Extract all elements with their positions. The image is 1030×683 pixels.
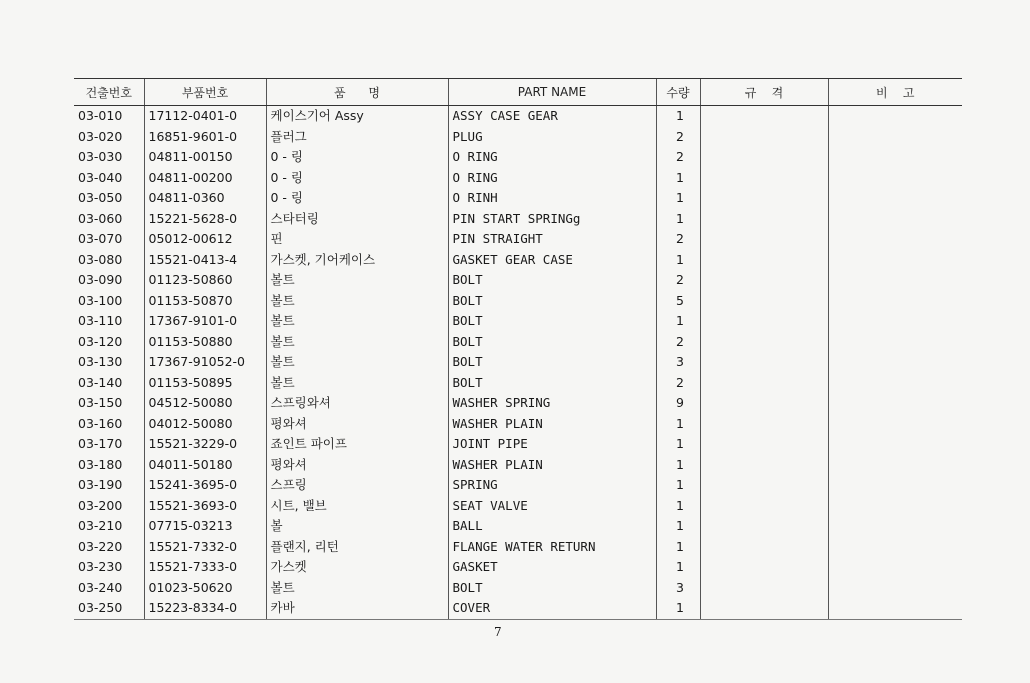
col-header-part-no: 부품번호 (144, 79, 266, 106)
col-header-remarks: 비 고 (828, 79, 962, 106)
remarks-cell (828, 373, 962, 394)
part-no-cell: 07715-03213 (144, 516, 266, 537)
remarks-cell (828, 188, 962, 209)
part-no-cell: 01153-50880 (144, 332, 266, 353)
qty-cell: 1 (656, 414, 700, 435)
part-name-cell: PIN STRAIGHT (448, 229, 656, 250)
sequence-no-cell: 03-100 (78, 292, 123, 308)
name-ko-cell: 플랜지, 리턴 (266, 537, 448, 558)
col-header-sequence-no: 건출번호 (74, 79, 144, 106)
spec-cell (700, 209, 828, 230)
spec-cell (700, 147, 828, 168)
qty-cell: 1 (656, 434, 700, 455)
part-name-cell: BOLT (448, 291, 656, 312)
part-no-cell: 16851-9601-0 (144, 127, 266, 148)
remarks-cell (828, 250, 962, 271)
remarks-cell (828, 475, 962, 496)
table-row (74, 147, 962, 168)
spec-cell (700, 127, 828, 148)
part-name-cell: SEAT VALVE (448, 496, 656, 517)
qty-cell: 3 (656, 578, 700, 599)
part-name-cell: GASKET GEAR CASE (448, 250, 656, 271)
part-no-cell: 15521-0413-4 (144, 250, 266, 271)
part-no-cell: 01153-50895 (144, 373, 266, 394)
part-name-cell: GASKET (448, 557, 656, 578)
table-row (74, 393, 962, 414)
part-no-cell: 04011-50180 (144, 455, 266, 476)
spec-cell (700, 414, 828, 435)
qty-cell: 1 (656, 557, 700, 578)
sequence-no-cell: 03-020 (78, 128, 123, 144)
qty-cell: 1 (656, 311, 700, 332)
part-no-cell: 17367-91052-0 (144, 352, 266, 373)
part-name-cell: FLANGE WATER RETURN (448, 537, 656, 558)
remarks-cell (828, 434, 962, 455)
sequence-no-cell: 03-160 (78, 415, 123, 431)
table-row (74, 311, 962, 332)
qty-cell: 2 (656, 127, 700, 148)
part-name-cell: BOLT (448, 332, 656, 353)
part-no-cell: 15221-5628-0 (144, 209, 266, 230)
part-no-cell: 04811-00200 (144, 168, 266, 189)
page-number: 7 (494, 625, 502, 639)
table-row (74, 106, 962, 127)
part-no-cell: 05012-00612 (144, 229, 266, 250)
sequence-no-cell: 03-180 (78, 456, 123, 472)
name-ko-cell: 볼 (266, 516, 448, 537)
name-ko-cell: 스프링 (266, 475, 448, 496)
qty-cell: 1 (656, 475, 700, 496)
name-ko-cell: 볼트 (266, 578, 448, 599)
remarks-cell (828, 496, 962, 517)
table-row (74, 270, 962, 291)
part-no-cell: 17112-0401-0 (144, 106, 266, 127)
table-row (74, 496, 962, 517)
table-row (74, 352, 962, 373)
sequence-no-cell: 03-150 (78, 395, 123, 411)
sequence-no-cell: 03-080 (78, 251, 123, 267)
spec-cell (700, 311, 828, 332)
table-row (74, 455, 962, 476)
table-row (74, 434, 962, 455)
sequence-no-cell: 03-210 (78, 518, 123, 534)
table-row (74, 537, 962, 558)
remarks-cell (828, 270, 962, 291)
table-row (74, 291, 962, 312)
part-no-cell: 04012-50080 (144, 414, 266, 435)
name-ko-cell: 스타터링 (266, 209, 448, 230)
sequence-no-cell: 03-140 (78, 374, 123, 390)
remarks-cell (828, 311, 962, 332)
name-ko-cell: 볼트 (266, 352, 448, 373)
remarks-cell (828, 168, 962, 189)
table-row (74, 168, 962, 189)
remarks-cell (828, 209, 962, 230)
name-ko-cell: 죠인트 파이프 (266, 434, 448, 455)
name-ko-cell: 볼트 (266, 332, 448, 353)
qty-cell: 2 (656, 332, 700, 353)
sequence-no-cell: 03-190 (78, 477, 123, 493)
remarks-cell (828, 352, 962, 373)
qty-cell: 3 (656, 352, 700, 373)
parts-table (74, 78, 962, 620)
remarks-cell (828, 414, 962, 435)
name-ko-cell: 볼트 (266, 311, 448, 332)
col-header-name-ko: 품 명 (266, 79, 448, 106)
name-ko-cell: 카바 (266, 598, 448, 619)
remarks-cell (828, 106, 962, 127)
spec-cell (700, 188, 828, 209)
spec-cell (700, 578, 828, 599)
spec-cell (700, 557, 828, 578)
part-name-cell: COVER (448, 598, 656, 619)
col-header-part-name: PART NAME (448, 79, 656, 106)
remarks-cell (828, 332, 962, 353)
name-ko-cell: 가스켓 (266, 557, 448, 578)
table-row (74, 127, 962, 148)
table-row (74, 578, 962, 599)
part-name-cell: WASHER SPRING (448, 393, 656, 414)
spec-cell (700, 168, 828, 189)
spec-cell (700, 516, 828, 537)
part-name-cell: PIN START SPRINGg (448, 209, 656, 230)
part-no-cell: 15223-8334-0 (144, 598, 266, 619)
sequence-no-cell: 03-200 (78, 497, 123, 513)
part-no-cell: 04811-0360 (144, 188, 266, 209)
spec-cell (700, 106, 828, 127)
table-row (74, 373, 962, 394)
sequence-no-cell: 03-230 (78, 559, 123, 575)
name-ko-cell: 0 - 링 (266, 168, 448, 189)
table-row (74, 475, 962, 496)
spec-cell (700, 352, 828, 373)
part-no-cell: 01123-50860 (144, 270, 266, 291)
sequence-no-cell: 03-130 (78, 354, 123, 370)
qty-cell: 9 (656, 393, 700, 414)
part-no-cell: 01023-50620 (144, 578, 266, 599)
part-name-cell: WASHER PLAIN (448, 455, 656, 476)
name-ko-cell: 시트, 밸브 (266, 496, 448, 517)
name-ko-cell: 볼트 (266, 291, 448, 312)
spec-cell (700, 229, 828, 250)
col-header-qty: 수량 (656, 79, 700, 106)
name-ko-cell: 볼트 (266, 373, 448, 394)
part-name-cell: BOLT (448, 270, 656, 291)
sequence-no-cell: 03-070 (78, 231, 123, 247)
name-ko-cell: 핀 (266, 229, 448, 250)
qty-cell: 2 (656, 229, 700, 250)
name-ko-cell: 스프링와셔 (266, 393, 448, 414)
remarks-cell (828, 557, 962, 578)
qty-cell: 1 (656, 106, 700, 127)
table-row (74, 188, 962, 209)
spec-cell (700, 537, 828, 558)
spec-cell (700, 291, 828, 312)
part-name-cell: BOLT (448, 311, 656, 332)
sequence-no-cell: 03-120 (78, 333, 123, 349)
table-row (74, 250, 962, 271)
part-name-cell: BOLT (448, 373, 656, 394)
part-name-cell: O RING (448, 168, 656, 189)
part-name-cell: ASSY CASE GEAR (448, 106, 656, 127)
sequence-no-cell: 03-010 (78, 108, 123, 124)
qty-cell: 1 (656, 188, 700, 209)
part-no-cell: 15241-3695-0 (144, 475, 266, 496)
qty-cell: 1 (656, 598, 700, 619)
part-name-cell: JOINT PIPE (448, 434, 656, 455)
table-row (74, 229, 962, 250)
part-name-cell: BOLT (448, 352, 656, 373)
remarks-cell (828, 537, 962, 558)
part-no-cell: 17367-9101-0 (144, 311, 266, 332)
qty-cell: 1 (656, 496, 700, 517)
header-row (74, 79, 962, 106)
table-row (74, 414, 962, 435)
sequence-no-cell: 03-040 (78, 169, 123, 185)
table-row (74, 557, 962, 578)
remarks-cell (828, 516, 962, 537)
remarks-cell (828, 598, 962, 619)
name-ko-cell: 볼트 (266, 270, 448, 291)
remarks-cell (828, 147, 962, 168)
table-row (74, 516, 962, 537)
qty-cell: 1 (656, 516, 700, 537)
part-no-cell: 04811-00150 (144, 147, 266, 168)
spec-cell (700, 373, 828, 394)
sequence-no-cell: 03-250 (74, 598, 144, 619)
part-name-cell: BOLT (448, 578, 656, 599)
table-row (74, 598, 962, 619)
qty-cell: 1 (656, 537, 700, 558)
table-row (74, 332, 962, 353)
part-name-cell: O RINH (448, 188, 656, 209)
spec-cell (700, 332, 828, 353)
qty-cell: 5 (656, 291, 700, 312)
sequence-no-cell: 03-060 (78, 210, 123, 226)
part-name-cell: O RING (448, 147, 656, 168)
name-ko-cell: 케이스기어 Assy (266, 106, 448, 127)
name-ko-cell: 평와셔 (266, 414, 448, 435)
remarks-cell (828, 393, 962, 414)
remarks-cell (828, 229, 962, 250)
part-no-cell: 15521-3229-0 (144, 434, 266, 455)
spec-cell (700, 475, 828, 496)
sequence-no-cell: 03-090 (78, 272, 123, 288)
bleed-through-text (60, 628, 960, 668)
remarks-cell (828, 291, 962, 312)
name-ko-cell: 평와셔 (266, 455, 448, 476)
sequence-no-cell: 03-220 (78, 538, 123, 554)
remarks-cell (828, 127, 962, 148)
qty-cell: 1 (656, 209, 700, 230)
sequence-no-cell: 03-170 (78, 436, 123, 452)
part-no-cell: 15521-3693-0 (144, 496, 266, 517)
part-no-cell: 04512-50080 (144, 393, 266, 414)
part-no-cell: 01153-50870 (144, 291, 266, 312)
name-ko-cell: 가스켓, 기어케이스 (266, 250, 448, 271)
part-name-cell: PLUG (448, 127, 656, 148)
qty-cell: 2 (656, 270, 700, 291)
qty-cell: 2 (656, 373, 700, 394)
spec-cell (700, 270, 828, 291)
spec-cell (700, 250, 828, 271)
qty-cell: 1 (656, 455, 700, 476)
part-no-cell: 15521-7332-0 (144, 537, 266, 558)
remarks-cell (828, 578, 962, 599)
name-ko-cell: 플러그 (266, 127, 448, 148)
col-header-spec: 규 격 (700, 79, 828, 106)
qty-cell: 1 (656, 168, 700, 189)
qty-cell: 2 (656, 147, 700, 168)
part-name-cell: SPRING (448, 475, 656, 496)
sequence-no-cell: 03-050 (78, 190, 123, 206)
part-name-cell: WASHER PLAIN (448, 414, 656, 435)
name-ko-cell: 0 - 링 (266, 188, 448, 209)
part-name-cell: BALL (448, 516, 656, 537)
qty-cell: 1 (656, 250, 700, 271)
sequence-no-cell: 03-030 (78, 149, 123, 165)
spec-cell (700, 455, 828, 476)
name-ko-cell: 0 - 링 (266, 147, 448, 168)
spec-cell (700, 598, 828, 619)
part-no-cell: 15521-7333-0 (144, 557, 266, 578)
table-row (74, 209, 962, 230)
spec-cell (700, 434, 828, 455)
remarks-cell (828, 455, 962, 476)
sequence-no-cell: 03-110 (78, 313, 123, 329)
spec-cell (700, 496, 828, 517)
spec-cell (700, 393, 828, 414)
sequence-no-cell: 03-240 (78, 579, 123, 595)
